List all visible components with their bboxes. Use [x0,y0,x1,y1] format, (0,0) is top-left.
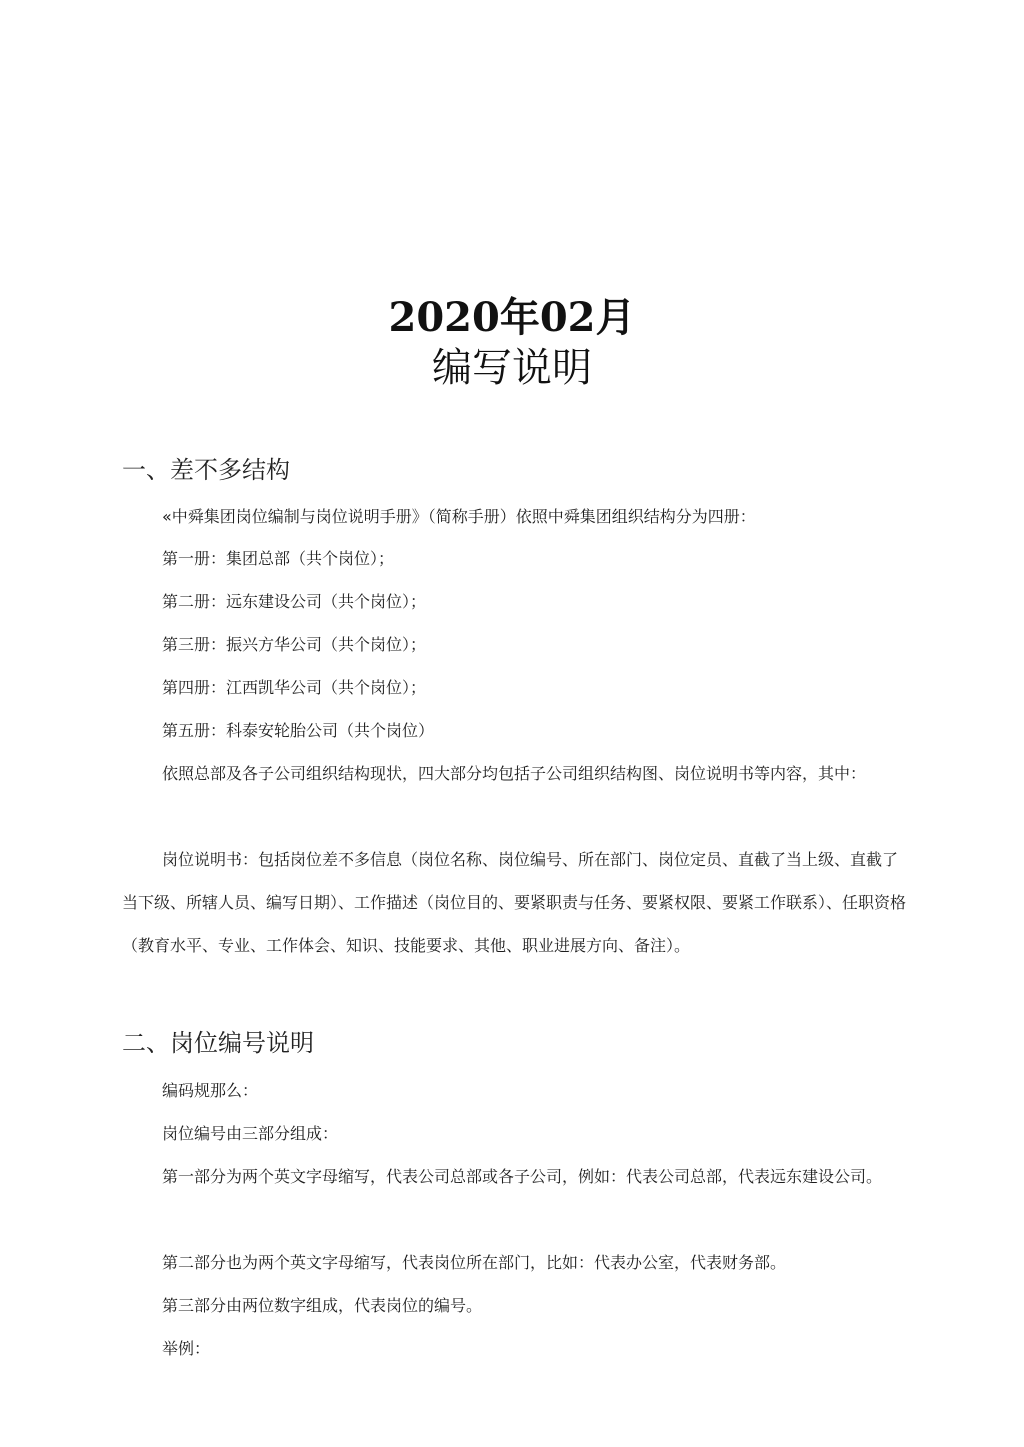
volume-item-1: 第一册：集团总部（共个岗位）； [162,549,395,568]
rule-label: 编码规那么： [162,1081,259,1100]
section2-heading: 二、岗位编号说明 [122,1029,314,1057]
description-paragraph: 岗位说明书：包括岗位差不多信息（岗位名称、岗位编号、所在部门、岗位定员、直截了当上级、直截了当下级、所辖人员、编写日期）、工作描述（岗位目的、要紧职责与任务、要紧权限、要紧工作联系）、任职资格（教育水平、专业、工作体会、知识、技能要求、其他、职业进展方向、备注）。 [122,850,907,955]
structure-paragraph: 依照总部及各子公司组织结构现状，四大部分均包括子公司组织结构图、岗位说明书等内容，其中： [162,764,867,783]
document-date-title: 2020年02月 [388,294,636,341]
section1-intro: «中舜集团岗位编制与岗位说明手册》（简称手册）依照中舜集团组织结构分为四册： [162,507,756,526]
volume-item-2: 第二册：远东建设公司（共个岗位）； [162,592,427,611]
section1-heading: 一、差不多结构 [122,456,290,484]
volume-item-4: 第四册：江西凯华公司（共个岗位）； [162,678,427,697]
document-main-title: 编写说明 [432,345,592,391]
part3-line: 第三部分由两位数字组成，代表岗位的编号。 [162,1296,483,1315]
part1-paragraph: 第一部分为两个英文字母缩写，代表公司总部或各子公司，例如：代表公司总部，代表远东建设公司。 [162,1167,883,1186]
example-label: 举例： [162,1339,211,1358]
composition-line: 岗位编号由三部分组成： [162,1124,339,1143]
part2-line: 第二部分也为两个英文字母缩写，代表岗位所在部门，比如：代表办公室，代表财务部。 [162,1253,787,1272]
volume-item-3: 第三册：振兴方华公司（共个岗位）； [162,635,427,654]
volume-item-5: 第五册：科泰安轮胎公司（共个岗位） [162,721,435,740]
